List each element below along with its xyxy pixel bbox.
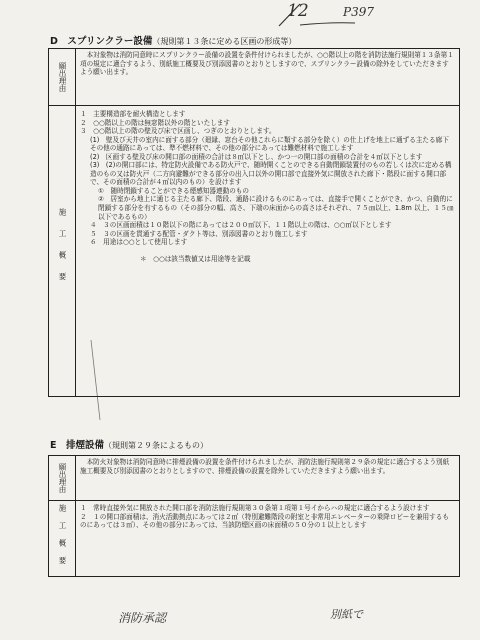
section-e-summary-cell [76,501,460,577]
handwritten-bottom-left: 消防承認 [118,611,167,625]
section-e-subtitle: （規則第２９条によるもの） [104,441,208,450]
section-d-request-row [49,49,460,106]
section-d-summary-list [76,106,459,396]
section-e-request-label: 願出理由 [49,456,76,501]
summary-line: ３ ○○階以上の階の壁及び床で区画し、つぎのとおりとします。 [80,127,276,136]
section-e-request-cell [76,456,460,501]
section-e-title [50,437,208,451]
section-e-request-text: 本防火対象物は消防同意時に排煙設備の設置を条件付けられましたが、消防法施行規則第２９条の規定に適合するよう別紙施工概要及び別添図書のとおりとしますので、排煙設備の設置を除外していただきますよう願い出ます。 [80,458,450,475]
summary-line: (1) 壁及び天井の室内に面する部分（廻縁、窓台その他これらに類する部分を除く）の仕上げを地上に通ずる主たる廊下その他の通路にあっては、準不燃材料で、その他の部分にあっては難燃材料で施工します [90,135,449,153]
summary-line: ２ ○○階以上の階は無窓階以外の階といたします [80,118,230,127]
handwritten-page-mark: P397 [343,5,374,19]
section-d-heading: D スプリンクラー設備 [50,36,153,47]
section-d-summary-row [49,106,460,397]
summary-line: ２ １の開口部面積は、消火活動拠点にあっては２㎡（特別避難階段の附室と非常用エレベーターの乗降ロビーを兼用するものにあっては３㎡）、その他の部分にあっては、当該防煙区画の床面積の５０分の１以上とします [80,512,449,530]
summary-line: ６ 用途は○○として使用します [90,238,188,247]
section-d-title [50,33,296,47]
section-d-table [48,48,460,397]
summary-line: ５ ３の区画を貫通する配管・ダクト等は、別添図書のとおり施工します [90,229,308,238]
section-d-subtitle: （規則第１３条に定める区画の形成等） [152,37,297,46]
section-d-request-text: 本対象物は消防同意時にスプリンクラー設備の設置を条件付けられましたが、○○階以上の階を消防法施行規則第１３条第１項の規定に適合するよう、別紙施工概要及び別添図書のとおりとしますので、スプリンクラー設備の除外をしていただきますよう願い出ます。 [80,51,454,77]
section-d-request-label: 願出理由 [49,49,76,106]
summary-line: １ 主要構造部を耐火構造とします [80,110,186,118]
section-e-request-row [49,456,460,501]
summary-line: ＊ ○○は該当数値又は用途等を記載 [140,254,251,263]
section-d-summary-cell [76,106,460,397]
section-d-request-cell [76,49,460,106]
summary-line: (3) (2)の開口部には、特定防火設備である防火戸で、随時開くことのできる自動閉鎖装置付のもの若しくは次に定める構造のもの又は防火戸（二方向避難ができる部分の出入口以外の開口部で直接外気に開放された廊下・階段に面する開口部で、その面積の合計が４㎡以内のもの）を設けます [90,161,452,187]
handwritten-bottom-right: 別紙で [330,608,363,621]
section-e-table [48,455,460,577]
summary-line: (2) 区画する壁及び床の開口部の面積の合計は８㎡以下とし、かつ一の開口部の面積の合計を４㎡以下とします [90,152,423,161]
section-d-summary-label: 施工概要 [49,106,76,397]
summary-line: ４ ３の区画面積は１０階以下の階にあっては２００㎡以下、１１階以上の階は、○○㎡以下とします [90,221,392,230]
summary-line: ① 随時閉鎖することができる煙感知器連動のもの [98,186,249,195]
section-e-summary-list [76,501,459,576]
section-e-heading: E 排煙設備 [50,440,104,451]
handwritten-number-mark: 12 [287,1,309,21]
summary-line: １ 常時直接外気に開放された開口部を消防法施行規則第３０条第１項第１号イからハの規定に適合するよう設けます [80,504,430,512]
section-e-summary-label: 施工概要 [49,501,76,577]
summary-line: ② 居室から地上に通じる主たる廊下、階段、通路に設けるものにあっては、直接手で開くことができ、かつ、自動的に閉鎖する部分を有するもの（その部分の幅、高さ、下端の床面からの高さはそれぞれ、７５㎝以上、1.8m 以上、１５㎝以下であるもの） [98,195,454,221]
section-e-summary-row [49,501,460,577]
